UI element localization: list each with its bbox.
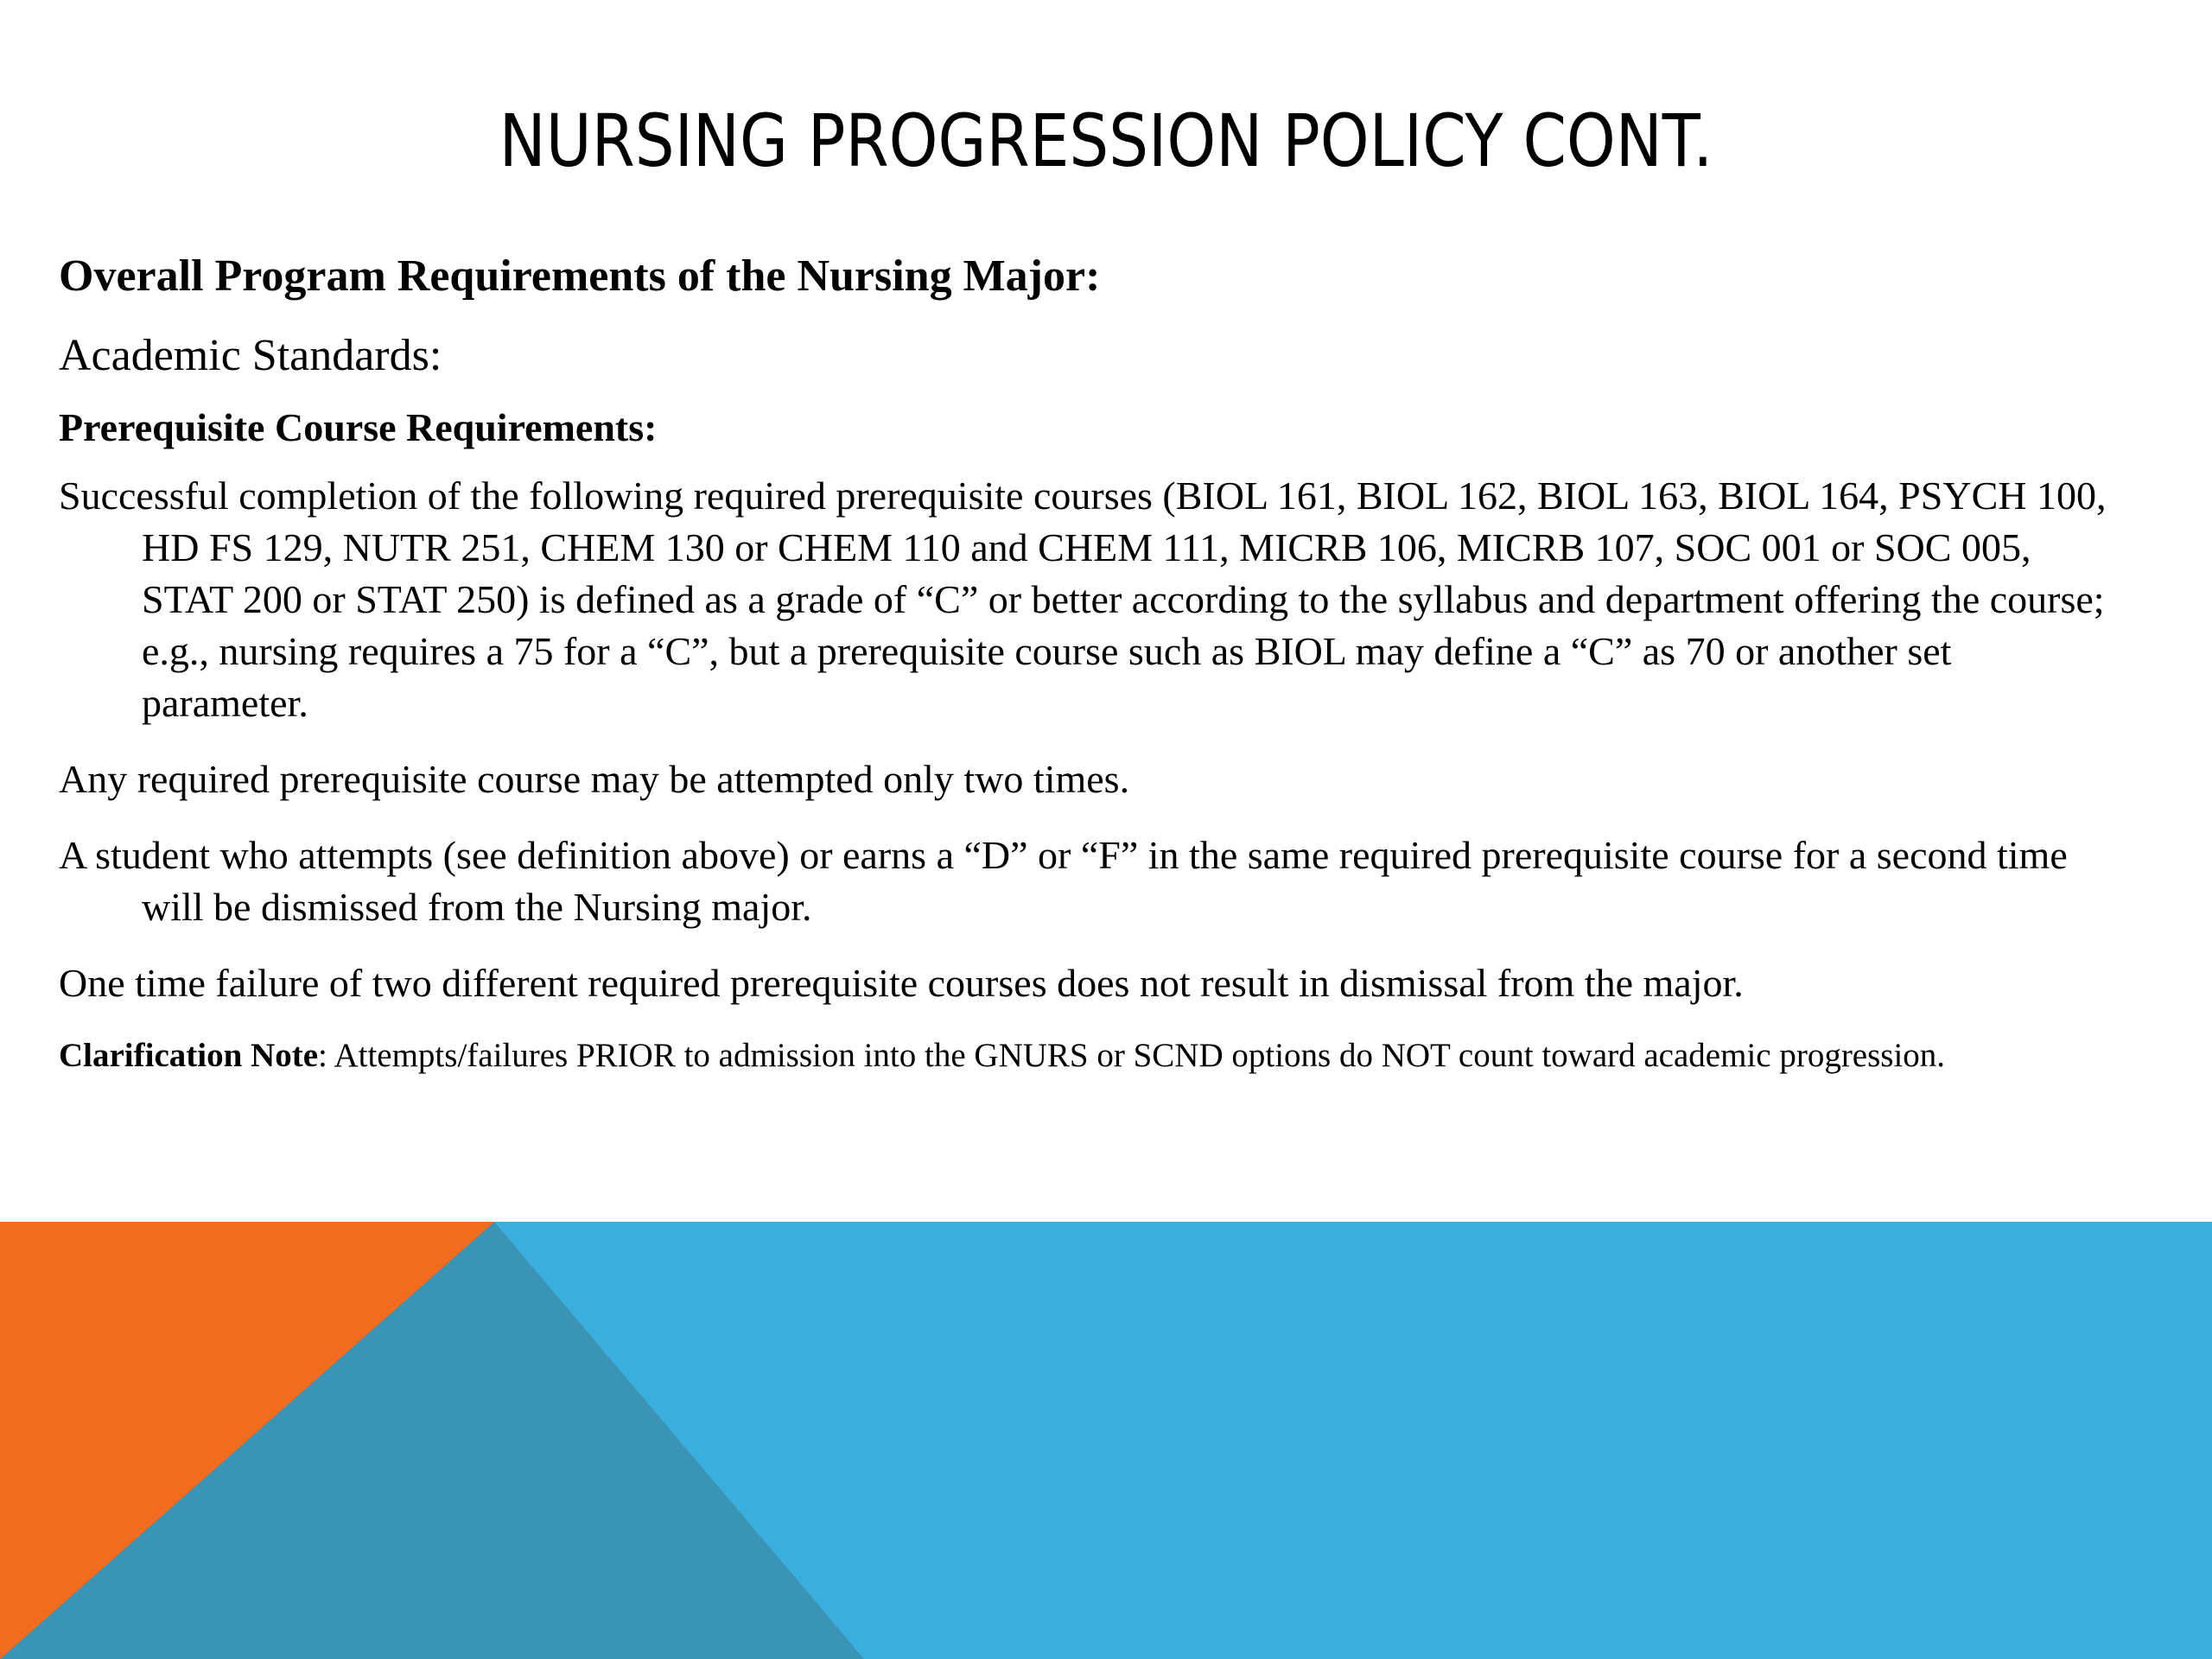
program-requirements-heading: Overall Program Requirements of the Nursing Major:	[59, 251, 1101, 301]
clarification-note-label: Clarification Note	[59, 1037, 319, 1074]
slide-body	[59, 244, 2115, 1078]
prerequisite-completion-paragraph: Successful completion of the following required prerequisite courses (BIOL 161, BIOL 162, BIOL 163, BIOL 164, PSYCH 100, HD FS 129, NUTR 251, CHEM 130 or CHEM 110 and CHEM 111, MICRB 106, MICRB 107, SOC 001 or SOC 005, STAT 200 or STAT 250) is defined as a grade of “C” or better according to the syllabus and department offering the course; e.g., nursing requires a 75 for a “C”, but a prerequisite course such as BIOL may define a “C” as 70 or another set parameter.	[59, 474, 2107, 725]
dismissal-paragraph: A student who attempts (see definition above) or earns a “D” or “F” in the same required prerequisite course for a second time will be dismissed from the Nursing major.	[59, 833, 2068, 929]
clarification-note	[59, 1033, 2115, 1078]
attempt-limit-paragraph: Any required prerequisite course may be attempted only two times.	[59, 757, 1130, 801]
failure-paragraph: One time failure of two different required prerequisite courses does not result in dismissal from the major.	[59, 961, 1744, 1005]
academic-standards-heading: Academic Standards:	[59, 331, 442, 380]
slide-title: NURSING PROGRESSION POLICY CONT.	[499, 99, 1713, 183]
footer-decoration	[0, 1222, 2212, 1659]
prerequisite-heading: Prerequisite Course Requirements:	[59, 405, 658, 449]
clarification-note-text: : Attempts/failures PRIOR to admission into the GNURS or SCND options do NOT count toward academic progression.	[318, 1037, 1946, 1074]
